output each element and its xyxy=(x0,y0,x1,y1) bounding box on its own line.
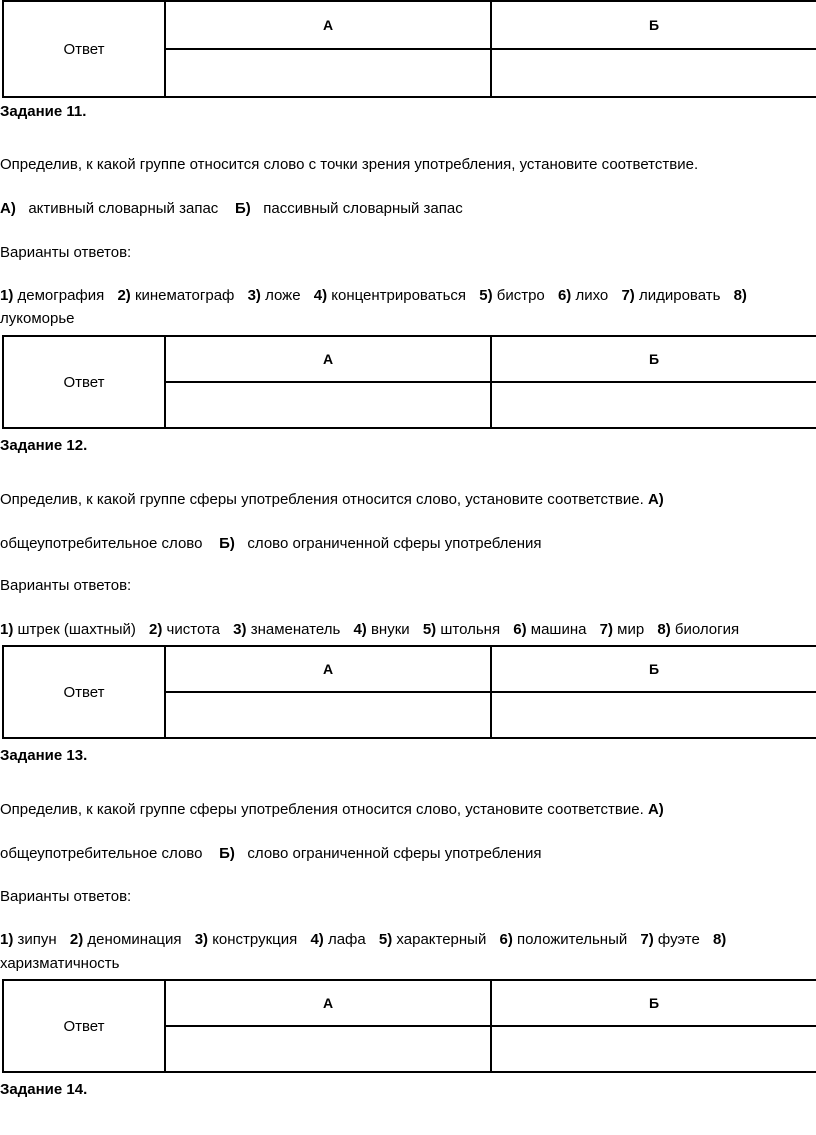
option-word: положительный xyxy=(517,931,628,948)
answer-cell-b[interactable] xyxy=(491,692,816,738)
option-number: 5) xyxy=(378,931,393,948)
option-number: 2) xyxy=(117,287,131,304)
option-number: 6) xyxy=(513,621,527,638)
answer-col-b-header: Б xyxy=(491,980,816,1026)
option-word: характерный xyxy=(396,931,487,948)
category-letter: А) xyxy=(0,200,16,217)
variants-label: Варианты ответов: xyxy=(0,888,132,905)
option-word: штольня xyxy=(440,621,501,638)
option-word: внуки xyxy=(370,621,410,638)
answer-col-a-header: А xyxy=(165,1,491,49)
answer-label: Ответ xyxy=(3,646,165,738)
category-text: общеупотребительное слово xyxy=(0,845,203,862)
category-text: общеупотребительное слово xyxy=(0,535,203,552)
answer-col-a-header: А xyxy=(165,980,491,1026)
option-number: 3) xyxy=(194,931,209,948)
category-text: слово ограниченной сферы употребления xyxy=(247,845,542,862)
task-question xyxy=(0,490,664,510)
answer-cell-a[interactable] xyxy=(165,382,491,428)
category-letter: Б) xyxy=(234,200,251,217)
answer-col-a-header: А xyxy=(165,646,491,692)
answer-label: Ответ xyxy=(3,980,165,1072)
answer-label: Ответ xyxy=(3,336,165,428)
answer-table-13 xyxy=(2,979,816,1073)
option-word: бистро xyxy=(496,287,545,304)
option-number: 6) xyxy=(557,287,572,304)
task-heading: Задание 11. xyxy=(0,103,87,120)
option-number: 5) xyxy=(479,287,493,304)
option-word: лукоморье xyxy=(0,310,75,327)
answer-cell-b[interactable] xyxy=(491,382,816,428)
answer-col-b-header: Б xyxy=(491,646,816,692)
option-number: 4) xyxy=(310,931,324,948)
variants-label: Варианты ответов: xyxy=(0,577,132,594)
option-number: 2) xyxy=(69,931,84,948)
answer-table-10 xyxy=(2,0,816,98)
answer-col-a-header: А xyxy=(165,336,491,382)
options-line-continued xyxy=(0,954,119,974)
option-number: 8) xyxy=(657,621,671,638)
option-number: 7) xyxy=(621,287,635,304)
option-number: 7) xyxy=(640,931,654,948)
category-text: слово ограниченной сферы употребления xyxy=(247,535,542,552)
option-number: 3) xyxy=(247,287,261,304)
option-number: 4) xyxy=(313,287,328,304)
option-number: 1) xyxy=(0,931,14,948)
options-line xyxy=(0,930,726,950)
task-heading: Задание 14. xyxy=(0,1081,88,1098)
option-number: 3) xyxy=(233,621,247,638)
answer-table-11 xyxy=(2,335,816,429)
question-text: Определив, к какой группе сферы употребления относится слово, установите соответствие. xyxy=(0,491,644,508)
task-heading: Задание 13. xyxy=(0,747,88,764)
answer-cell-a[interactable] xyxy=(165,692,491,738)
task-categories xyxy=(0,534,542,554)
answer-cell-b[interactable] xyxy=(491,1026,816,1072)
option-word: демография xyxy=(17,287,105,304)
option-number: 1) xyxy=(0,621,14,638)
category-letter: А) xyxy=(647,801,664,818)
category-text: пассивный словарный запас xyxy=(263,200,463,217)
option-number: 8) xyxy=(733,287,747,304)
question-text: Определив, к какой группе сферы употребления относится слово, установите соответствие. xyxy=(0,801,644,818)
option-word: кинематограф xyxy=(134,287,235,304)
category-letter: А) xyxy=(647,491,664,508)
answer-label: Ответ xyxy=(3,1,165,97)
answer-cell-a[interactable] xyxy=(165,1026,491,1072)
option-number: 1) xyxy=(0,287,14,304)
option-word: чистота xyxy=(166,621,220,638)
task-question: Определив, к какой группе относится слово с точки зрения употребления, установите соответствие. xyxy=(0,156,699,173)
option-number: 2) xyxy=(149,621,163,638)
answer-col-b-header: Б xyxy=(491,1,816,49)
option-number: 6) xyxy=(499,931,513,948)
option-word: конструкция xyxy=(212,931,298,948)
option-word: биология xyxy=(674,621,740,638)
option-word: фуэте xyxy=(657,931,700,948)
option-number: 4) xyxy=(353,621,367,638)
option-word: зипун xyxy=(17,931,57,948)
category-text: активный словарный запас xyxy=(28,200,219,217)
option-word: лихо xyxy=(575,287,609,304)
option-word: лафа xyxy=(327,931,366,948)
task-categories xyxy=(0,844,542,864)
task-heading: Задание 12. xyxy=(0,437,88,454)
option-word: штрек (шахтный) xyxy=(17,621,136,638)
option-word: концентрироваться xyxy=(331,287,467,304)
category-letter: Б) xyxy=(219,845,235,862)
option-word: харизматичность xyxy=(0,955,120,972)
answer-cell-b[interactable] xyxy=(491,49,816,97)
option-number: 5) xyxy=(422,621,437,638)
option-word: машина xyxy=(530,621,587,638)
option-word: деноминация xyxy=(87,931,182,948)
options-line xyxy=(0,620,739,640)
option-word: лидировать xyxy=(638,287,721,304)
answer-table-12 xyxy=(2,645,816,739)
option-word: знаменатель xyxy=(250,621,341,638)
options-line-continued xyxy=(0,309,74,329)
answer-cell-a[interactable] xyxy=(165,49,491,97)
variants-label: Варианты ответов: xyxy=(0,244,132,261)
option-word: ложе xyxy=(265,287,301,304)
category-letter: Б) xyxy=(219,535,235,552)
options-line xyxy=(0,286,747,306)
option-number: 7) xyxy=(599,621,613,638)
task-question xyxy=(0,800,664,820)
option-word: мир xyxy=(617,621,645,638)
option-number: 8) xyxy=(712,931,727,948)
answer-col-b-header: Б xyxy=(491,336,816,382)
task-categories xyxy=(0,199,463,219)
